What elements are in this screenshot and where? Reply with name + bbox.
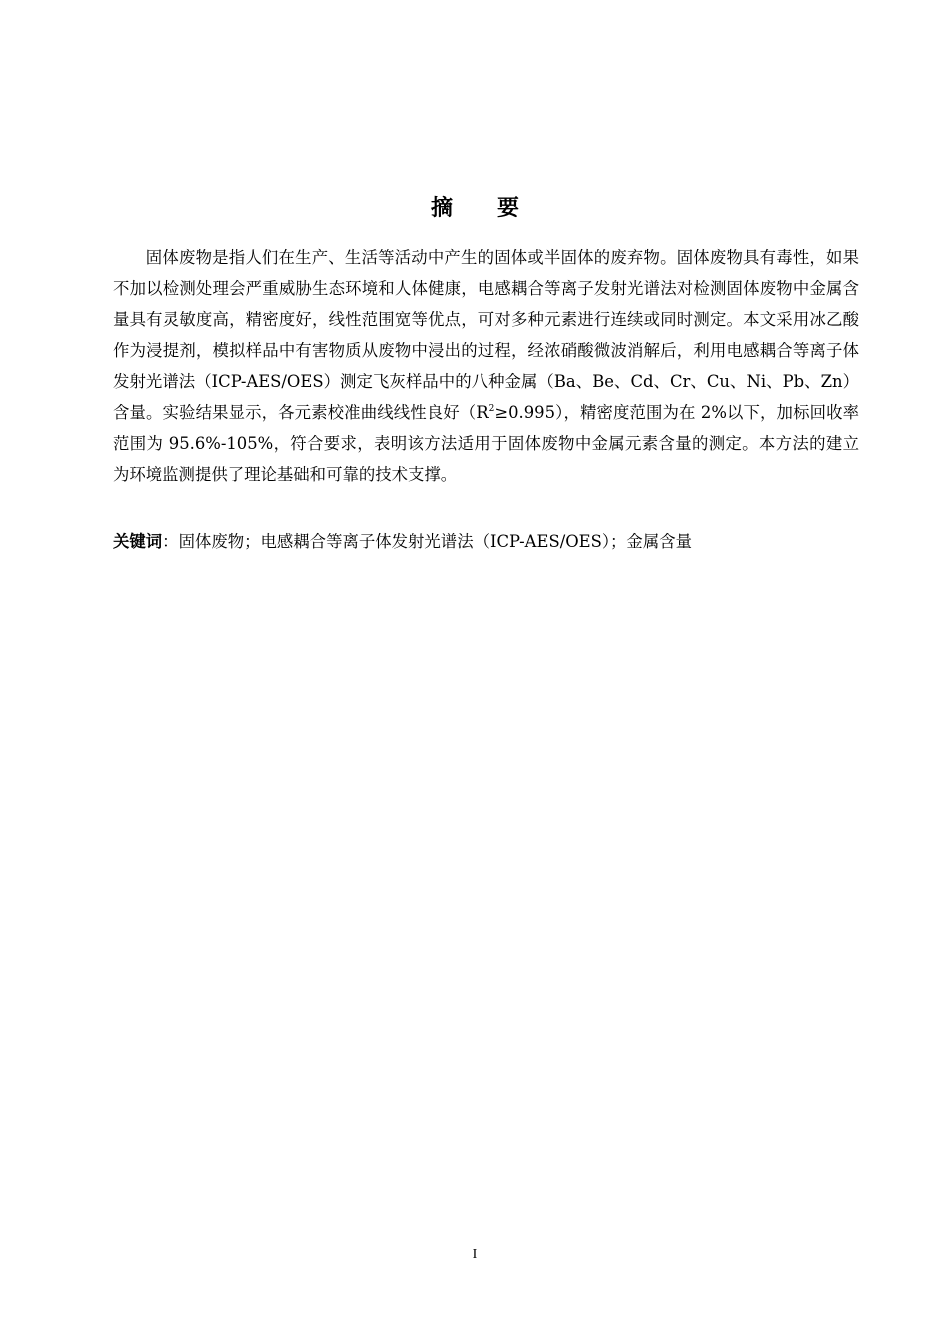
abstract-text-part-2: ≥0.995），精密度范围为在 2%以下，加标回收率范围为 95.6%-105%，符合要求，表明该方法适用于固体废物中金属元素含量的测定。本方法的建立为环境监测提供了理论基础和可靠的技术支撑。 (113, 403, 859, 484)
abstract-title-char-2: 要 (497, 195, 520, 221)
keywords-line (113, 526, 859, 557)
keywords-separator: ： (162, 532, 179, 551)
abstract-title (0, 193, 950, 225)
keywords-label: 关键词 (113, 532, 163, 551)
keywords-text: 固体废物；电感耦合等离子体发射光谱法（ICP-AES/OES）；金属含量 (178, 532, 692, 551)
abstract-title-char-1: 摘 (430, 195, 453, 221)
abstract-paragraph (113, 242, 859, 490)
page-number: I (472, 1247, 478, 1262)
abstract-text-part-1: 固体废物是指人们在生产、生活等活动中产生的固体或半固体的废弃物。固体废物具有毒性，如果不加以检测处理会严重威胁生态环境和人体健康，电感耦合等离子发射光谱法对检测固体废物中金属含量具有灵敏度高，精密度好，线性范围宽等优点，可对多种元素进行连续或同时测定。本文采用冰乙酸作为浸提剂，模拟样品中有害物质从废物中浸出的过程，经浓硝酸微波消解后，利用电感耦合等离子体发射光谱法（ICP-AES/OES）测定飞灰样品中的八种金属（Ba、Be、Cd、Cr、Cu、Ni、Pb、Zn）含量。实验结果显示，各元素校准曲线线性良好（R (113, 248, 859, 422)
r-squared-superscript: 2 (488, 404, 495, 414)
